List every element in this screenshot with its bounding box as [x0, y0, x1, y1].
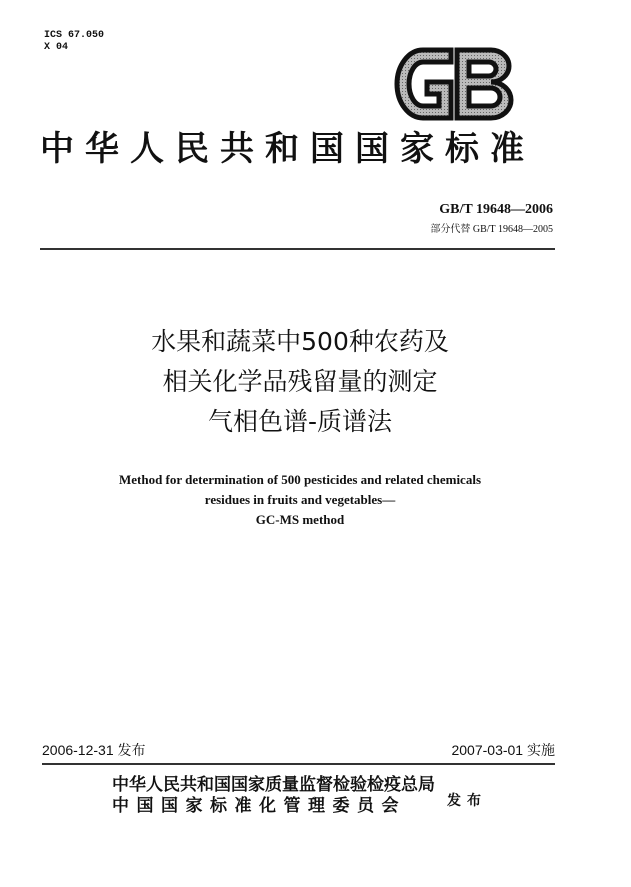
- english-title-line: residues in fruits and vegetables—: [204, 492, 396, 507]
- class-code: X 04: [44, 42, 69, 53]
- national-standard-heading: 中华人民共和国国家标准: [40, 129, 535, 169]
- chinese-title: [0, 322, 600, 442]
- footer-divider: [42, 763, 555, 765]
- issue-date: 2006-12-31 发布: [42, 742, 146, 758]
- issuer-sac: 中国国家标准化管理委员会: [112, 796, 406, 816]
- issuer-aqsiq: 中华人民共和国国家质量监督检验检疫总局: [112, 775, 435, 795]
- english-title-line: Method for determination of 500 pesticides and related chemicals: [118, 472, 482, 487]
- implementation-date: 2007-03-01 实施: [451, 742, 555, 758]
- publish-label: 发布: [447, 793, 487, 809]
- gb-logo-icon: [393, 46, 517, 122]
- chinese-title-line: 相关化学品残留量的测定: [162, 367, 438, 396]
- issuing-authorities: [112, 775, 435, 817]
- classification-codes: [44, 30, 104, 54]
- english-title: [0, 470, 600, 530]
- header-divider: [40, 248, 555, 250]
- chinese-title-line: 气相色谱-质谱法: [207, 407, 393, 436]
- replaces-note: 部分代替 GB/T 19648—2005: [430, 224, 553, 235]
- chinese-title-line: 水果和蔬菜中500种农药及: [151, 327, 449, 356]
- standard-number: GB/T 19648—2006: [439, 202, 553, 217]
- english-title-line: GC-MS method: [255, 512, 345, 527]
- ics-code: ICS 67.050: [44, 30, 105, 41]
